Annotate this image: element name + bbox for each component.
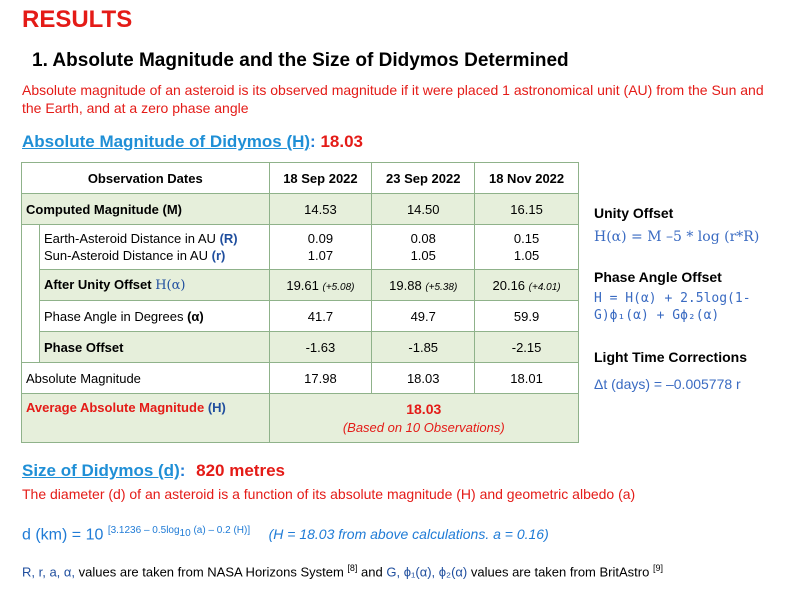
- row-label: Average Absolute Magnitude (H): [22, 394, 270, 443]
- ref-8: [8]: [347, 563, 358, 573]
- unity-offset-title: Unity Offset: [594, 205, 674, 221]
- table-row-unity-offset: [22, 270, 579, 301]
- phase-angle-symbol: (α): [187, 308, 204, 324]
- results-table: [21, 162, 579, 443]
- unity-offset-formula: H(α) = M –5 * log (r*R): [594, 229, 760, 245]
- table-cell: -2.15: [475, 332, 579, 363]
- header-date: 18 Nov 2022: [475, 163, 579, 194]
- table-cell: 0.15 1.05: [475, 225, 579, 270]
- table-row-absolute-magnitude: [22, 363, 579, 394]
- average-value: 18.03: [406, 400, 442, 417]
- header-observation-dates: Observation Dates: [22, 163, 270, 194]
- table-cell: 19.61 (+5.08): [269, 270, 372, 301]
- table-row-distances: [22, 225, 579, 270]
- earth-distance-symbol: (R): [219, 231, 238, 246]
- diameter-formula: [22, 525, 549, 544]
- table-cell: 18.03: [372, 363, 475, 394]
- table-row-computed-magnitude: [22, 194, 579, 225]
- table-row-average: [22, 394, 579, 443]
- table-row-phase-angle: [22, 301, 579, 332]
- table-cell: 20.16 (+4.01): [475, 270, 579, 301]
- row-label: Absolute Magnitude: [22, 363, 270, 394]
- table-cell: 0.09 1.07: [269, 225, 372, 270]
- header-date: 18 Sep 2022: [269, 163, 372, 194]
- table-row-phase-offset: [22, 332, 579, 363]
- size-value: 820 metres: [196, 461, 285, 480]
- average-value-cell: [269, 394, 578, 443]
- table-cell: -1.63: [269, 332, 372, 363]
- ref-9: [9]: [652, 563, 663, 573]
- phase-offset-title: Phase Angle Offset: [594, 269, 722, 285]
- table-cell: 49.7: [372, 301, 475, 332]
- average-note: (Based on 10 Observations): [342, 419, 505, 435]
- table-cell: 59.9: [475, 301, 579, 332]
- table-cell: 17.98: [269, 363, 372, 394]
- row-label: [39, 225, 269, 270]
- light-time-formula: Δt (days) = –0.005778 r: [594, 376, 741, 392]
- indent-cell: [22, 225, 40, 363]
- table-cell: 14.50: [372, 194, 475, 225]
- absolute-magnitude-label: Absolute Magnitude of Didymos (H): [22, 132, 311, 151]
- light-time-title: Light Time Corrections: [594, 349, 747, 365]
- diameter-text: The diameter (d) of an asteroid is a function of its absolute magnitude (H) and geometric albedo (a): [22, 486, 636, 502]
- sources-line: R, r, a, α, values are taken from NASA Horizons System [8] and G, ϕ₁(α), ϕ₂(α) values are taken from BritAstro [9]: [22, 563, 663, 580]
- size-heading: [22, 461, 285, 481]
- row-label: Phase Offset: [39, 332, 269, 363]
- earth-distance-label: Earth-Asteroid Distance in AU: [43, 231, 216, 246]
- unity-symbol: H(α): [155, 278, 186, 293]
- size-colon: :: [179, 461, 186, 480]
- section-title: 1. Absolute Magnitude and the Size of Didymos Determined: [32, 50, 569, 71]
- table-cell: 41.7: [269, 301, 372, 332]
- table-cell: 19.88 (+5.38): [372, 270, 475, 301]
- row-label: Phase Angle in Degrees (α): [39, 301, 269, 332]
- absolute-magnitude-value: 18.03: [320, 132, 363, 151]
- results-heading: RESULTS: [22, 6, 133, 33]
- header-date: 23 Sep 2022: [372, 163, 475, 194]
- formula-lhs: d (km) = 10: [22, 526, 104, 544]
- table-cell: 18.01: [475, 363, 579, 394]
- formula-exponent: [3.1236 – 0.5log10 (a) – 0.2 (H)]: [107, 525, 251, 539]
- size-label: Size of Didymos (d): [22, 461, 180, 480]
- intro-text: Absolute magnitude of an asteroid is its observed magnitude if it were placed 1 astronomical unit (AU) from the Sun and the Earth, and at a zero phase angle: [22, 82, 764, 116]
- row-label: After Unity Offset H(α): [39, 270, 269, 301]
- sun-distance-label: Sun-Asteroid Distance in AU: [43, 248, 208, 263]
- formula-note: (H = 18.03 from above calculations. a = 0.16): [268, 526, 549, 543]
- average-symbol: (H): [207, 400, 226, 415]
- absolute-magnitude-colon: :: [310, 132, 316, 151]
- source-vars-a: R, r, a, α,: [22, 564, 76, 580]
- table-cell: 0.08 1.05: [372, 225, 475, 270]
- sun-distance-symbol: (r): [211, 248, 226, 263]
- phase-offset-formula: H = H(α) + 2.5log(1- G)ϕ₁(α) + Gϕ₂(α): [594, 291, 751, 323]
- table-cell: 14.53: [269, 194, 372, 225]
- row-label: Computed Magnitude (M): [22, 194, 270, 225]
- absolute-magnitude-heading: [22, 132, 363, 152]
- table-cell: -1.85: [372, 332, 475, 363]
- table-cell: 16.15: [475, 194, 579, 225]
- table-header-row: [22, 163, 579, 194]
- source-vars-b: G, ϕ₁(α), ϕ₂(α): [386, 564, 468, 580]
